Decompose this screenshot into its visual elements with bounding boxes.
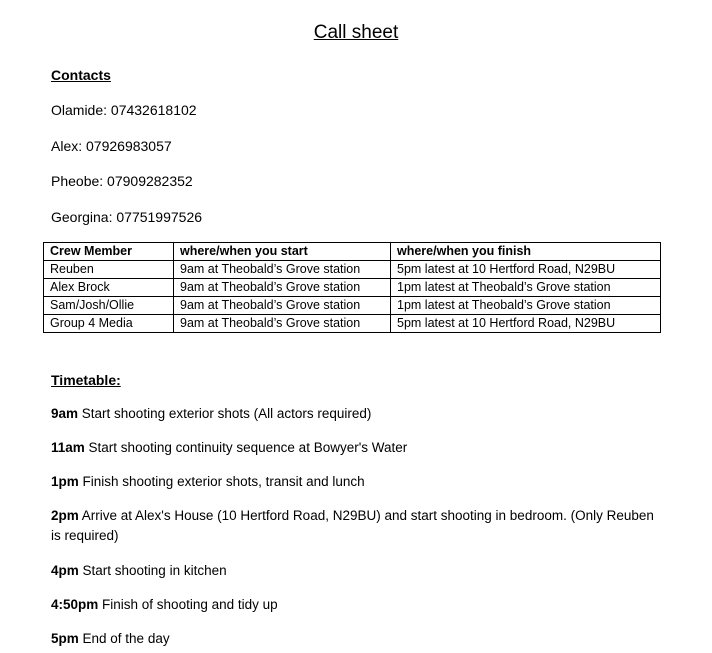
header-finish: where/when you finish [391,243,661,261]
timetable-time: 4pm [51,563,79,578]
header-crew-member: Crew Member [44,243,174,261]
crew-schedule-table [43,242,661,333]
timetable-text: Start shooting exterior shots (All actors required) [78,406,372,421]
timetable-text: Arrive at Alex's House (10 Hertford Road, N29BU) and start shooting in bedroom. (Only Reuben is required) [51,508,654,543]
timetable-time: 9am [51,406,79,421]
crew-member-cell: Alex Brock [44,279,174,297]
table-row [44,279,661,297]
timetable-heading: Timetable: [51,372,121,388]
start-cell: 9am at Theobald’s Grove station [174,297,391,315]
timetable-text: Finish shooting exterior shots, transit and lunch [78,474,365,489]
contact-olamide: Olamide: 07432618102 [51,102,197,118]
contacts-heading: Contacts [51,67,111,83]
timetable-time: 5pm [51,631,79,646]
start-cell: 9am at Theobald’s Grove station [174,315,391,333]
page-title: Call sheet [313,22,399,43]
timetable-text: Start shooting continuity sequence at Bowyer's Water [84,440,408,455]
start-cell: 9am at Theobald’s Grove station [174,261,391,279]
table-header-row [44,243,661,261]
crew-member-cell: Group 4 Media [44,315,174,333]
table-row [44,261,661,279]
timetable-item [51,629,661,649]
timetable-text: Finish of shooting and tidy up [98,597,278,612]
timetable-time: 4:50pm [51,597,99,612]
timetable-time: 11am [51,440,85,455]
timetable-item [51,404,661,424]
contact-alex: Alex: 07926983057 [51,138,172,154]
start-cell: 9am at Theobald’s Grove station [174,279,391,297]
header-start: where/when you start [174,243,391,261]
finish-cell: 1pm latest at Theobald’s Grove station [391,297,661,315]
table-row [44,315,661,333]
finish-cell: 5pm latest at 10 Hertford Road, N29BU [391,315,661,333]
contact-pheobe: Pheobe: 07909282352 [51,173,193,189]
timetable-text: End of the day [78,631,170,646]
timetable-item [51,506,661,546]
timetable-item [51,561,661,581]
timetable-time: 2pm [51,508,79,523]
timetable-text: Start shooting in kitchen [78,563,227,578]
timetable-item [51,438,661,458]
contact-georgina: Georgina: 07751997526 [51,209,203,225]
crew-member-cell: Reuben [44,261,174,279]
table-row [44,297,661,315]
timetable-time: 1pm [51,474,79,489]
timetable-item [51,595,661,615]
finish-cell: 5pm latest at 10 Hertford Road, N29BU [391,261,661,279]
timetable-item [51,472,661,492]
finish-cell: 1pm latest at Theobald’s Grove station [391,279,661,297]
crew-member-cell: Sam/Josh/Ollie [44,297,174,315]
